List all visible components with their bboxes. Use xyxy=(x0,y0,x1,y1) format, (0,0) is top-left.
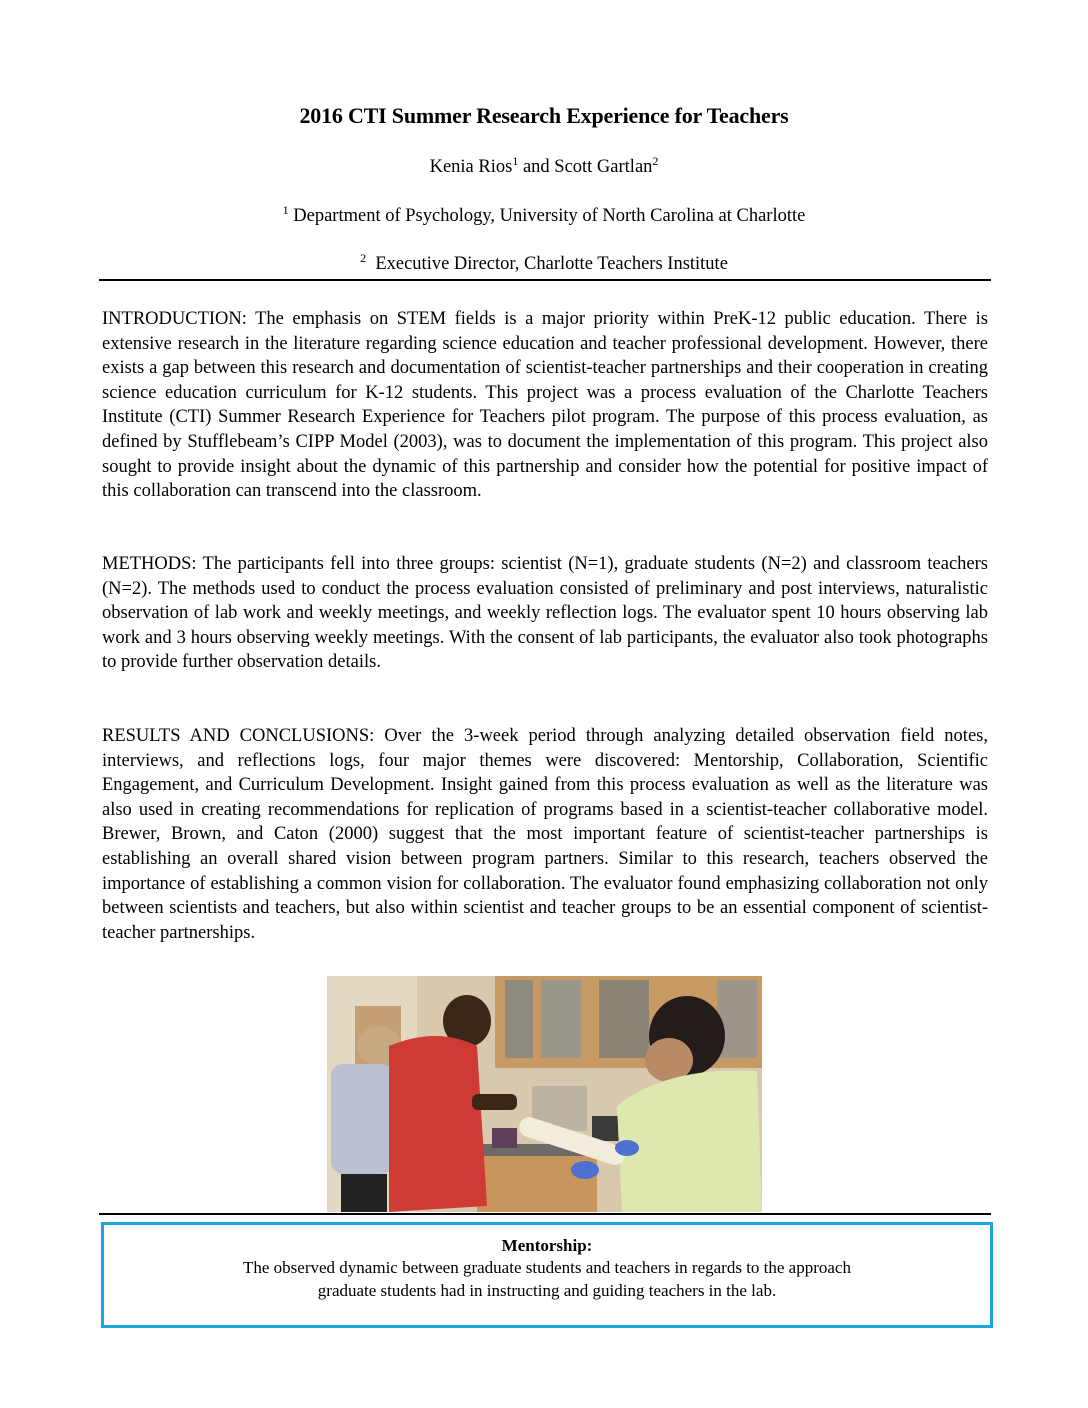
theme-title: Mentorship: xyxy=(501,1236,593,1255)
person-arm xyxy=(472,1094,517,1110)
person-shirt xyxy=(331,1064,393,1174)
affiliation xyxy=(0,251,1088,275)
author-line xyxy=(0,154,1088,178)
introduction-paragraph: INTRODUCTION: The emphasis on STEM fields is a major priority within PreK-12 public education. There is extensive research in the literature regarding science education and teacher professional development. However, there exists a gap between this research and documentation of scientist-teacher partnerships and their cooperation in creating science education curriculum for K-12 students. This project was a process evaluation of the Charlotte Teachers Institute (CTI) Summer Research Experience for Teachers pilot program. The purpose of this process evaluation, as defined by Stufflebeam’s CIPP Model (2003), was to document the implementation of this program. This project also sought to provide insight about the dynamic of this partnership and consider how the potential for positive impact of this collaboration can transcend into the classroom. xyxy=(102,309,988,502)
cabinet-glass xyxy=(599,980,649,1058)
author-joiner: and xyxy=(518,157,555,177)
theme-box xyxy=(101,1222,993,1328)
author-name: Scott Gartlan xyxy=(554,157,653,177)
person-pants xyxy=(341,1174,387,1212)
theme-description-line: The observed dynamic between graduate students and teachers in regards to the approach xyxy=(243,1258,851,1277)
theme-description-line: graduate students had in instructing and guiding teachers in the lab. xyxy=(317,1281,777,1300)
lab-box xyxy=(492,1128,517,1148)
lab-photo-illustration xyxy=(327,976,762,1212)
person-shirt xyxy=(389,1036,487,1212)
results-paragraph: RESULTS AND CONCLUSIONS: Over the 3-week period through analyzing detailed observation field notes, interviews, and reflections logs, four major themes were discovered: Mentorship, Collaboration, Scientific Engagement, and Curriculum Development. Insight gained from this process evaluation as well as the literature was also used in creating recommendations for replication of programs based in a scientist-teacher collaborative model. Brewer, Brown, and Caton (2000) suggest that the most important feature of scientist-teacher partnerships is establishing an overall shared vision between program partners. Similar to this research, teachers observed the importance of establishing a common vision for collaboration. The evaluator found emphasizing collaboration not only between scientists and teachers, but also within scientist and teacher groups to be an essential component of scientist-teacher partnerships. xyxy=(102,726,988,943)
gloved-hand xyxy=(571,1161,599,1179)
affiliation xyxy=(0,203,1088,227)
section-divider xyxy=(99,1213,991,1215)
affiliation-text: Executive Director, Charlotte Teachers Institute xyxy=(366,254,728,274)
cabinet-glass xyxy=(505,980,533,1058)
methods-paragraph: METHODS: The participants fell into three groups: scientist (N=1), graduate students (N=2) and classroom teachers (N=2). The methods used to conduct the process evaluation consisted of preliminary and post interviews, naturalistic observation of lab work and weekly meetings, and weekly reflection logs. The evaluator spent 10 hours observing lab work and 3 hours observing weekly meetings. With the consent of lab participants, the evaluator also took photographs to provide further observation details. xyxy=(102,554,988,673)
header-divider xyxy=(99,279,991,281)
author-superscript: 1 xyxy=(512,154,519,168)
cabinet-glass xyxy=(541,980,581,1058)
affiliation-superscript: 1 xyxy=(282,203,289,217)
document-title: 2016 CTI Summer Research Experience for Teachers xyxy=(299,103,789,128)
affiliation-superscript: 2 xyxy=(360,251,367,265)
affiliation-text: Department of Psychology, University of North Carolina at Charlotte xyxy=(288,206,806,226)
lab-photo xyxy=(327,976,762,1212)
author-superscript: 2 xyxy=(652,154,659,168)
author-name: Kenia Rios xyxy=(429,157,513,177)
gloved-hand xyxy=(615,1140,639,1156)
